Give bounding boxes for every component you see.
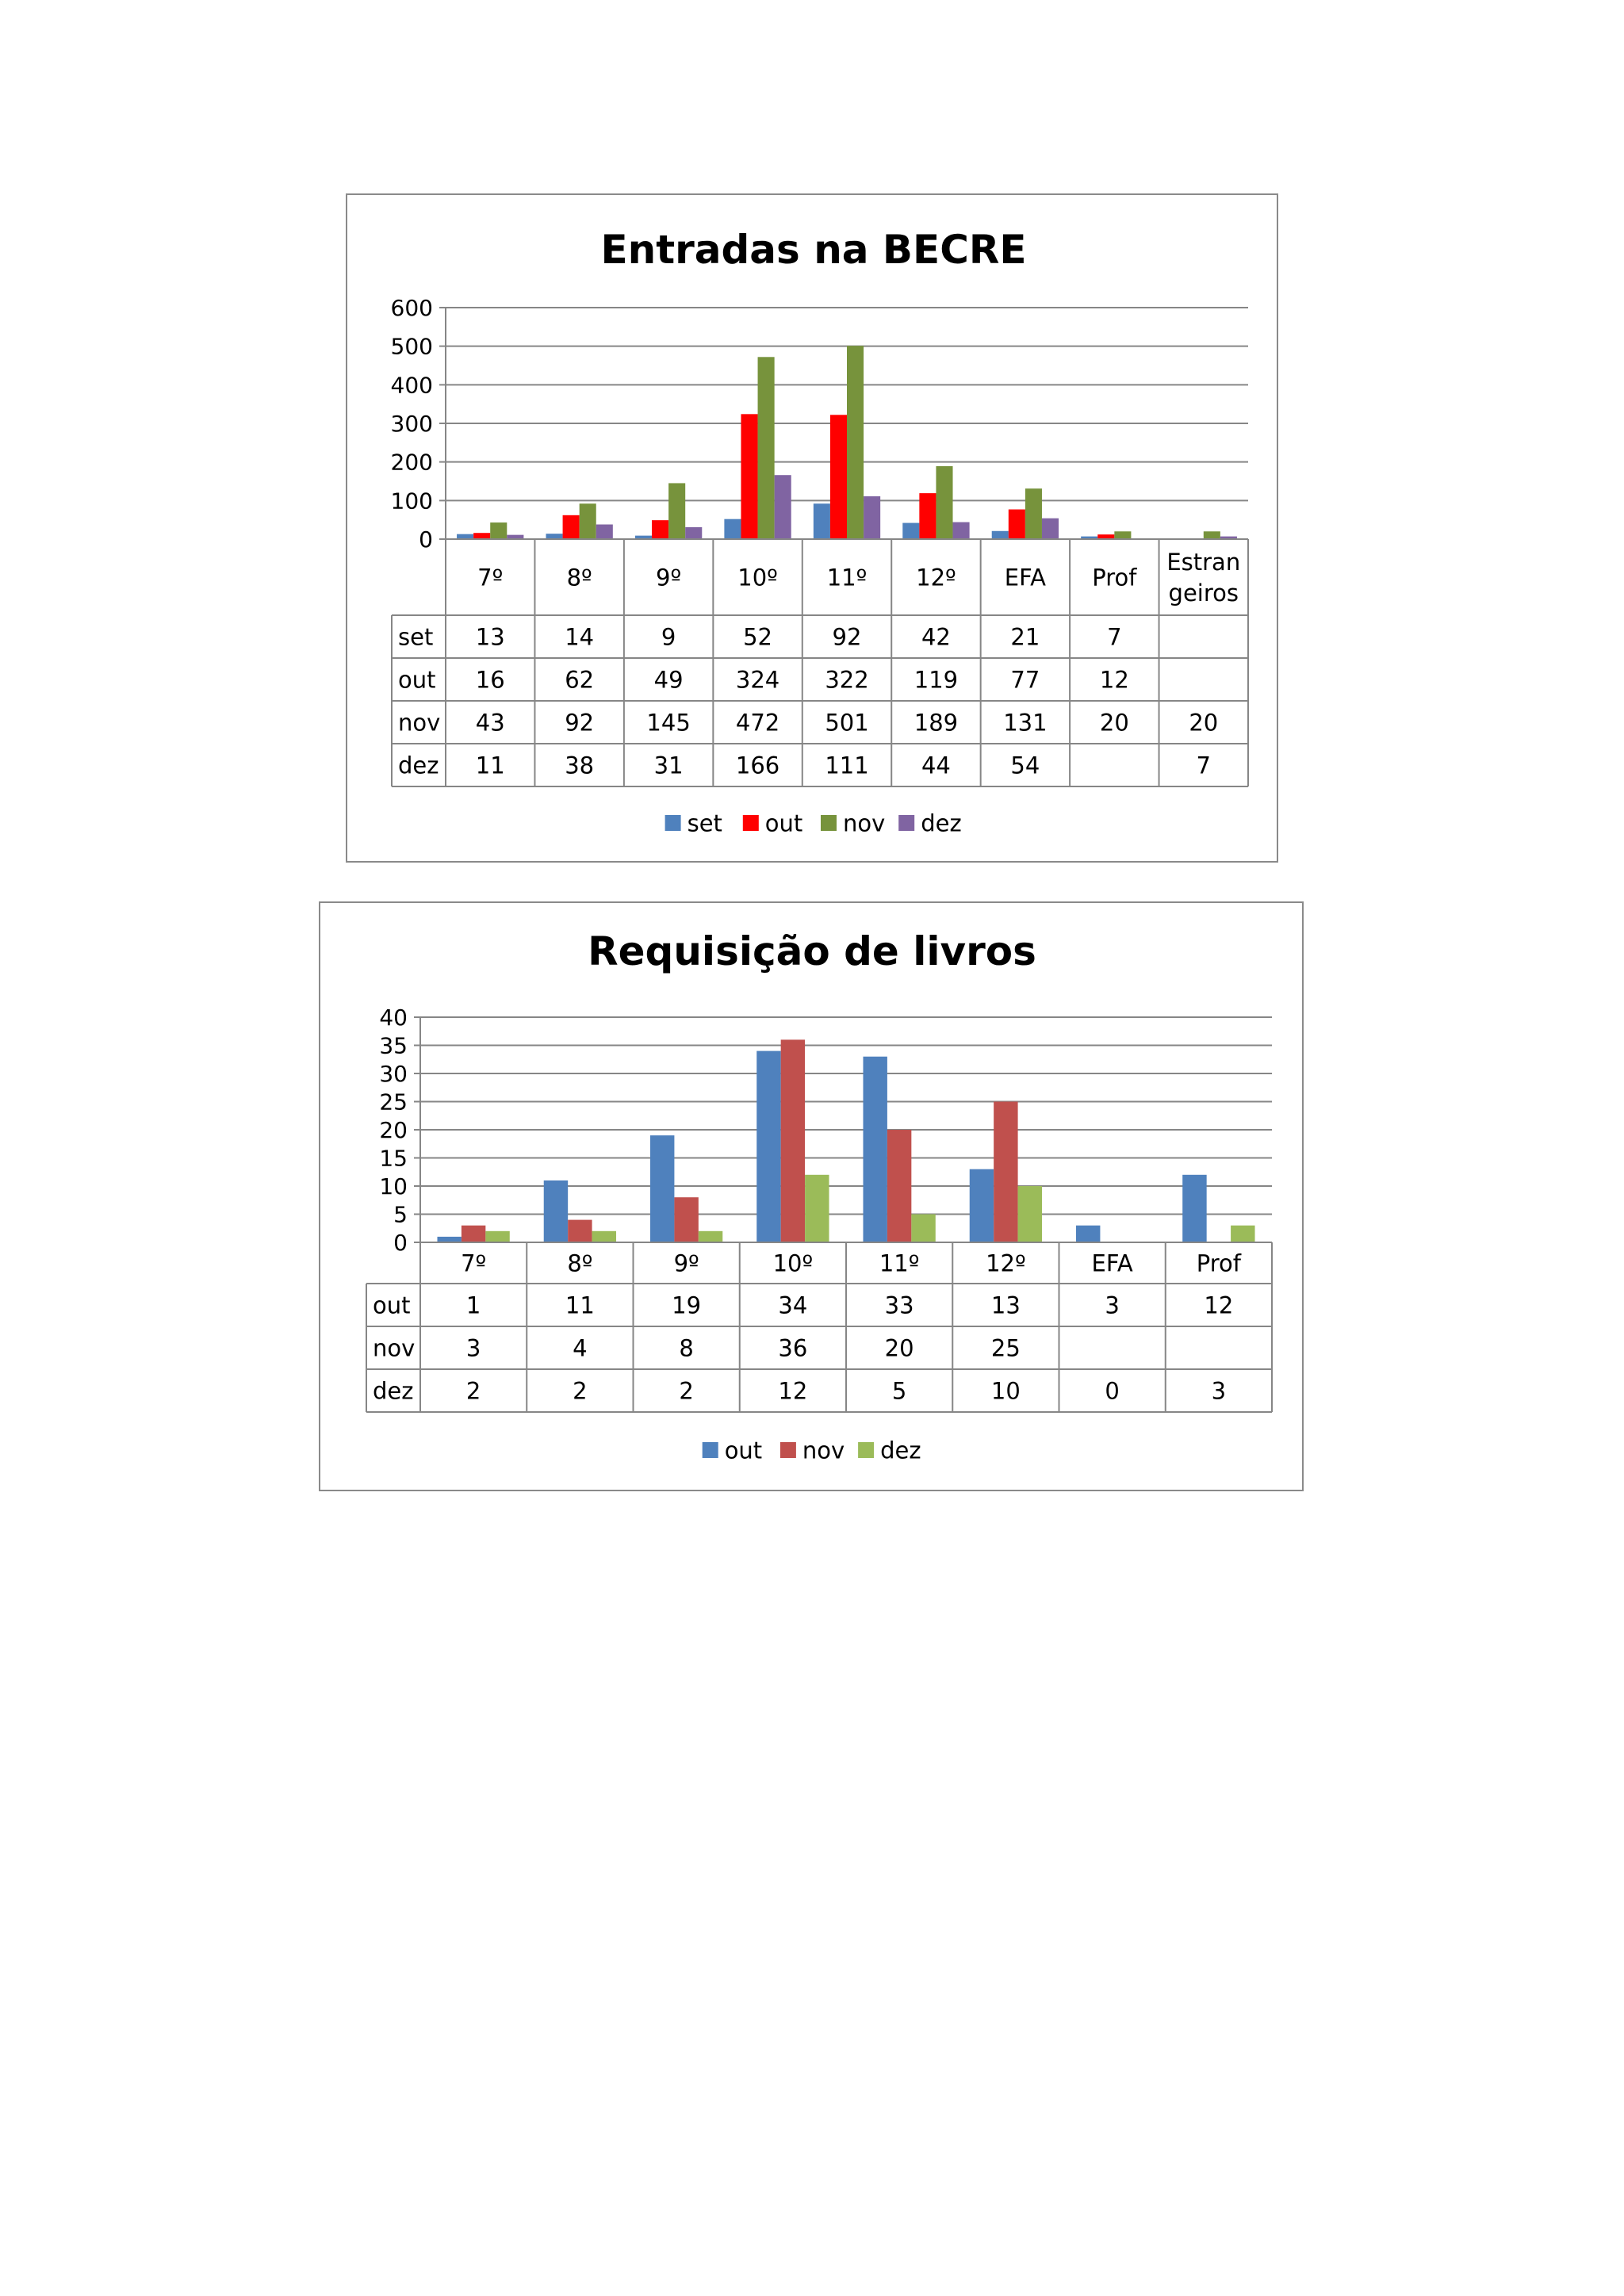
data-label: 324: [735, 666, 780, 694]
bar-nov: [580, 503, 596, 539]
legend-swatch-dez: [898, 815, 914, 831]
bar-nov: [781, 1039, 805, 1242]
bar-dez: [699, 1231, 722, 1242]
bar-out: [830, 415, 847, 539]
data-label: 2: [573, 1377, 588, 1405]
x-tick-label: 11º: [879, 1249, 920, 1277]
bar-nov: [1204, 531, 1220, 539]
data-label: 25: [990, 1334, 1021, 1362]
x-tick-label: 8º: [567, 1249, 593, 1277]
bar-dez: [592, 1231, 616, 1242]
bar-dez: [864, 496, 880, 539]
data-label: 472: [735, 709, 780, 737]
y-tick-label: 20: [379, 1117, 408, 1144]
legend-swatch-nov: [780, 1442, 796, 1458]
bar-set: [992, 531, 1009, 539]
bar-nov: [758, 357, 775, 539]
y-tick-label: 300: [390, 411, 433, 438]
table-series-label: dez: [373, 1377, 414, 1405]
bar-out: [437, 1237, 461, 1242]
data-label: 7: [1107, 623, 1122, 651]
data-label: 44: [921, 752, 951, 779]
chart-entradas-becre: [346, 193, 1278, 863]
bar-out: [1076, 1226, 1100, 1242]
data-label: 322: [825, 666, 869, 694]
data-label: 92: [832, 623, 862, 651]
y-tick-label: 25: [379, 1089, 408, 1115]
chart-title: Requisição de livros: [588, 928, 1036, 974]
x-tick-label: Estran: [1166, 548, 1241, 576]
legend-swatch-set: [665, 815, 681, 831]
x-tick-label: 10º: [737, 564, 778, 591]
data-label: 92: [565, 709, 595, 737]
data-label: 16: [475, 666, 505, 694]
data-label: 12: [1099, 666, 1129, 694]
table-series-label: nov: [398, 709, 441, 737]
data-label: 36: [778, 1334, 808, 1362]
bar-out: [1009, 510, 1025, 539]
bar-out: [544, 1181, 568, 1242]
legend-label: nov: [843, 809, 886, 837]
x-tick-label: 9º: [656, 564, 682, 591]
y-tick-label: 15: [379, 1145, 408, 1172]
data-label: 189: [914, 709, 959, 737]
bar-out: [563, 515, 580, 539]
y-tick-label: 100: [390, 488, 433, 515]
table-series-label: set: [398, 623, 434, 651]
y-tick-label: 600: [390, 295, 433, 322]
bar-nov: [490, 522, 507, 539]
bar-nov: [994, 1102, 1017, 1243]
y-tick-label: 0: [393, 1230, 408, 1257]
data-label: 12: [1204, 1292, 1234, 1319]
data-label: 21: [1010, 623, 1040, 651]
data-label: 62: [565, 666, 595, 694]
data-label: 2: [679, 1377, 694, 1405]
y-tick-label: 30: [379, 1061, 408, 1088]
data-label: 20: [1189, 709, 1219, 737]
y-tick-label: 0: [419, 526, 433, 553]
data-label: 11: [565, 1292, 595, 1319]
data-label: 34: [778, 1292, 808, 1319]
y-tick-label: 200: [390, 449, 433, 476]
chart-requisicao-livros: [319, 901, 1304, 1491]
data-label: 3: [1105, 1292, 1120, 1319]
x-tick-label: 8º: [566, 564, 592, 591]
legend-swatch-nov: [821, 815, 837, 831]
y-tick-label: 40: [379, 1004, 408, 1031]
data-label: 12: [778, 1377, 808, 1405]
bar-out: [970, 1169, 994, 1242]
bar-dez: [775, 475, 791, 539]
bar-dez: [485, 1231, 509, 1242]
x-tick-label: 7º: [461, 1249, 487, 1277]
bar-out: [650, 1135, 674, 1242]
data-label: 11: [475, 752, 505, 779]
data-label: 10: [990, 1377, 1021, 1405]
bar-nov: [674, 1197, 698, 1242]
data-label: 1: [465, 1292, 481, 1319]
x-tick-label: 10º: [772, 1249, 814, 1277]
data-label: 19: [672, 1292, 702, 1319]
bar-dez: [1231, 1226, 1254, 1242]
table-series-label: out: [398, 666, 436, 694]
data-label: 145: [646, 709, 691, 737]
bar-nov: [887, 1130, 911, 1242]
x-tick-label: geiros: [1168, 580, 1239, 607]
legend-swatch-out: [743, 815, 759, 831]
legend-label: nov: [802, 1437, 845, 1464]
data-label: 2: [465, 1377, 481, 1405]
data-label: 43: [475, 709, 505, 737]
data-label: 13: [990, 1292, 1021, 1319]
chart-title: Entradas na BECRE: [600, 227, 1027, 273]
x-tick-label: EFA: [1004, 564, 1046, 591]
legend-label: out: [764, 809, 803, 837]
bar-nov: [1025, 488, 1042, 539]
y-tick-label: 400: [390, 372, 433, 399]
x-tick-label: Prof: [1196, 1249, 1241, 1277]
y-tick-label: 500: [390, 333, 433, 360]
x-tick-label: 11º: [826, 564, 868, 591]
x-tick-label: 9º: [673, 1249, 699, 1277]
legend-swatch-out: [703, 1442, 718, 1458]
legend-label: dez: [880, 1437, 921, 1464]
data-label: 13: [475, 623, 505, 651]
x-tick-label: Prof: [1092, 564, 1137, 591]
bar-dez: [911, 1215, 935, 1243]
table-series-label: nov: [373, 1334, 416, 1362]
data-label: 131: [1003, 709, 1048, 737]
legend-label: out: [724, 1437, 763, 1464]
data-label: 9: [661, 623, 676, 651]
bar-out: [756, 1051, 780, 1242]
y-tick-label: 35: [379, 1032, 408, 1059]
x-tick-label: EFA: [1091, 1249, 1133, 1277]
data-label: 31: [653, 752, 684, 779]
table-series-label: dez: [398, 752, 439, 779]
bar-out: [473, 533, 490, 539]
bar-dez: [685, 527, 702, 539]
x-tick-label: 7º: [477, 564, 504, 591]
bar-out: [919, 493, 936, 539]
bar-nov: [462, 1226, 485, 1242]
bar-out: [652, 520, 668, 539]
x-tick-label: 12º: [916, 564, 956, 591]
y-tick-label: 10: [379, 1173, 408, 1200]
bar-dez: [1042, 519, 1059, 539]
data-label: 5: [891, 1377, 907, 1405]
legend-label: set: [687, 809, 722, 837]
legend-swatch-dez: [858, 1442, 874, 1458]
data-label: 501: [825, 709, 869, 737]
data-label: 38: [565, 752, 595, 779]
bar-nov: [847, 346, 864, 539]
data-label: 42: [921, 623, 951, 651]
data-label: 20: [1099, 709, 1129, 737]
bar-nov: [1114, 531, 1131, 539]
table-series-label: out: [373, 1292, 411, 1319]
bar-out: [863, 1057, 887, 1242]
data-label: 0: [1105, 1377, 1120, 1405]
y-tick-label: 5: [393, 1201, 408, 1228]
data-label: 166: [735, 752, 780, 779]
bar-set: [546, 534, 563, 539]
bar-dez: [953, 522, 970, 539]
bar-dez: [1018, 1186, 1042, 1242]
data-label: 3: [465, 1334, 481, 1362]
data-label: 8: [679, 1334, 694, 1362]
data-label: 14: [565, 623, 595, 651]
data-label: 52: [743, 623, 773, 651]
data-label: 3: [1211, 1377, 1227, 1405]
bar-nov: [936, 466, 952, 539]
chart-entradas-svg: [347, 195, 1277, 861]
bar-set: [724, 519, 741, 539]
data-label: 7: [1196, 752, 1212, 779]
data-label: 111: [825, 752, 869, 779]
bar-dez: [596, 525, 613, 539]
bar-nov: [668, 483, 685, 539]
data-label: 4: [573, 1334, 588, 1362]
bar-set: [902, 523, 919, 539]
data-label: 49: [653, 666, 684, 694]
bar-out: [741, 414, 757, 539]
bar-dez: [805, 1175, 829, 1242]
bar-out: [1182, 1175, 1206, 1242]
x-tick-label: 12º: [986, 1249, 1026, 1277]
data-label: 54: [1010, 752, 1040, 779]
data-label: 119: [914, 666, 959, 694]
legend-label: dez: [921, 809, 962, 837]
bar-nov: [568, 1220, 592, 1242]
chart-requisicao-svg: [320, 903, 1302, 1490]
data-label: 33: [884, 1292, 914, 1319]
data-label: 77: [1010, 666, 1040, 694]
data-label: 20: [884, 1334, 914, 1362]
bar-set: [814, 503, 830, 539]
